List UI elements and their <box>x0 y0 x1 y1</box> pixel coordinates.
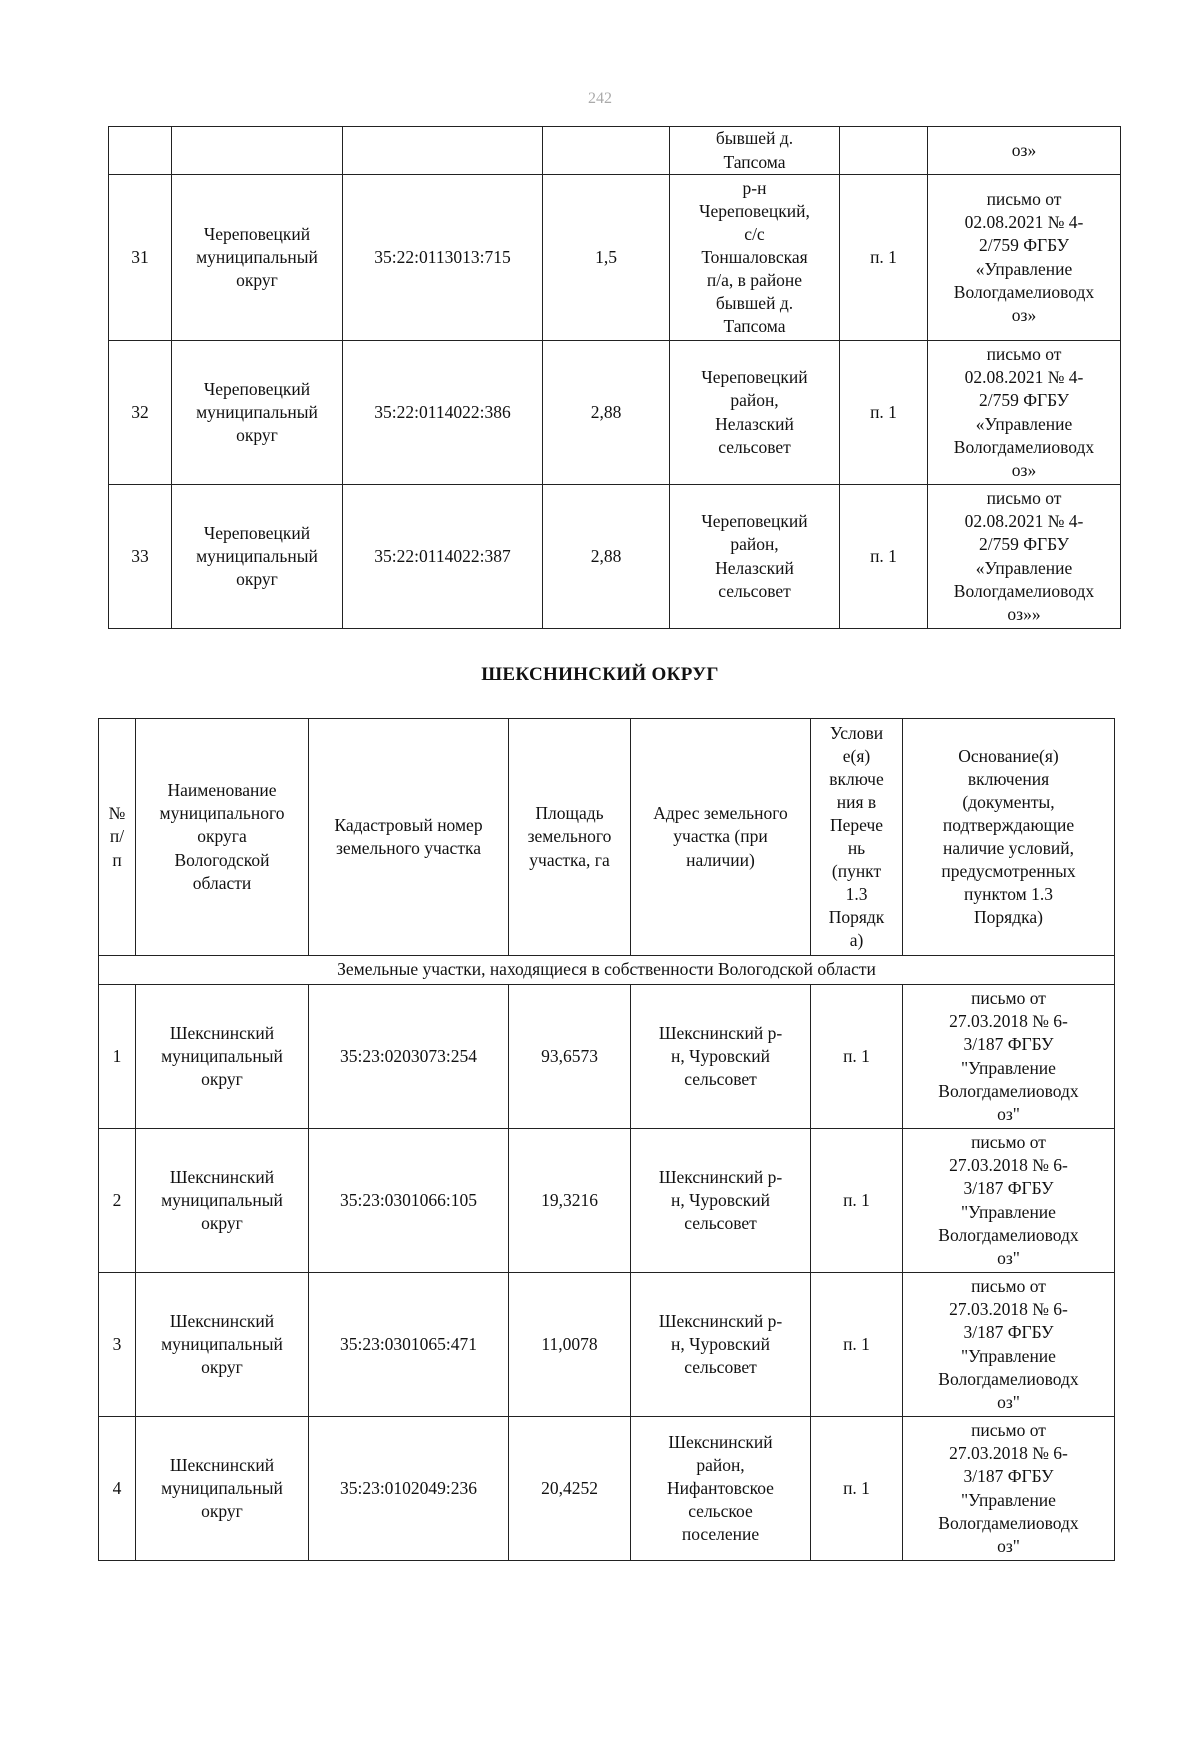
district-cell: Череповецкий муниципальный округ <box>172 485 343 629</box>
condition-cell: п. 1 <box>811 985 903 1129</box>
cadastral-cell: 35:22:0113013:715 <box>343 175 543 341</box>
cadastral-cell: 35:23:0102049:236 <box>309 1417 509 1561</box>
condition-cell <box>840 127 928 175</box>
section-row-label: Земельные участки, находящиеся в собственности Вологодской области <box>99 956 1115 985</box>
table-row <box>109 175 1121 341</box>
address-cell: Шекснинский район, Нифантовское сельское поселение <box>631 1417 811 1561</box>
district-cell: Шекснинский муниципальный округ <box>136 1273 309 1417</box>
area-cell: 2,88 <box>543 485 670 629</box>
address-cell: Череповецкий район, Нелазский сельсовет <box>670 485 840 629</box>
area-cell: 2,88 <box>543 341 670 485</box>
basis-cell: письмо от 02.08.2021 № 4- 2/759 ФГБУ «Управление Вологдамелиоводх оз»» <box>928 485 1121 629</box>
basis-cell: письмо от 27.03.2018 № 6- 3/187 ФГБУ "Управление Вологдамелиоводх оз" <box>903 985 1115 1129</box>
basis-cell: оз» <box>928 127 1121 175</box>
table-row <box>99 1129 1115 1273</box>
area-cell: 20,4252 <box>509 1417 631 1561</box>
condition-cell: п. 1 <box>840 485 928 629</box>
header-basis: Основание(я) включения (документы, подтверждающие наличие условий, предусмотренных пунктом 1.3 Порядка) <box>903 719 1115 956</box>
address-cell: р-н Череповецкий, с/с Тоншаловская п/а, в районе бывшей д. Тапсома <box>670 175 840 341</box>
table-section-row <box>99 956 1115 985</box>
cadastral-cell: 35:22:0114022:387 <box>343 485 543 629</box>
row-number: 3 <box>99 1273 136 1417</box>
table-header-row <box>99 719 1115 956</box>
address-cell: Череповецкий район, Нелазский сельсовет <box>670 341 840 485</box>
row-number: 4 <box>99 1417 136 1561</box>
section-title: ШЕКСНИНСКИЙ ОКРУГ <box>481 664 719 685</box>
cadastral-cell <box>343 127 543 175</box>
area-cell: 19,3216 <box>509 1129 631 1273</box>
header-number: № п/ п <box>99 719 136 956</box>
basis-cell: письмо от 02.08.2021 № 4- 2/759 ФГБУ «Управление Вологдамелиоводх оз» <box>928 175 1121 341</box>
table-row <box>99 1417 1115 1561</box>
table-row <box>109 341 1121 485</box>
area-cell: 11,0078 <box>509 1273 631 1417</box>
basis-cell: письмо от 27.03.2018 № 6- 3/187 ФГБУ "Управление Вологдамелиоводх оз" <box>903 1273 1115 1417</box>
cadastral-cell: 35:23:0301065:471 <box>309 1273 509 1417</box>
continued-land-table <box>108 126 1121 629</box>
area-cell <box>543 127 670 175</box>
condition-cell: п. 1 <box>811 1273 903 1417</box>
cadastral-cell: 35:22:0114022:386 <box>343 341 543 485</box>
area-cell: 93,6573 <box>509 985 631 1129</box>
row-number: 32 <box>109 341 172 485</box>
sheksna-land-table <box>98 718 1115 1561</box>
cadastral-cell: 35:23:0203073:254 <box>309 985 509 1129</box>
address-cell: Шекснинский р- н, Чуровский сельсовет <box>631 1129 811 1273</box>
condition-cell: п. 1 <box>840 341 928 485</box>
row-number: 2 <box>99 1129 136 1273</box>
table-row <box>109 127 1121 175</box>
condition-cell: п. 1 <box>811 1417 903 1561</box>
district-cell <box>172 127 343 175</box>
header-condition: Услови е(я) включе ния в Перече нь (пункт 1.3 Порядк а) <box>811 719 903 956</box>
header-cadastral: Кадастровый номер земельного участка <box>309 719 509 956</box>
cadastral-cell: 35:23:0301066:105 <box>309 1129 509 1273</box>
district-cell: Череповецкий муниципальный округ <box>172 341 343 485</box>
page-number: 242 <box>588 90 612 107</box>
table-row <box>99 985 1115 1129</box>
table-row <box>99 1273 1115 1417</box>
header-district: Наименование муниципального округа Вологодской области <box>136 719 309 956</box>
header-area: Площадь земельного участка, га <box>509 719 631 956</box>
condition-cell: п. 1 <box>840 175 928 341</box>
row-number: 31 <box>109 175 172 341</box>
district-cell: Шекснинский муниципальный округ <box>136 985 309 1129</box>
header-address: Адрес земельного участка (при наличии) <box>631 719 811 956</box>
basis-cell: письмо от 27.03.2018 № 6- 3/187 ФГБУ "Управление Вологдамелиоводх оз" <box>903 1417 1115 1561</box>
table-row <box>109 485 1121 629</box>
row-number: 1 <box>99 985 136 1129</box>
condition-cell: п. 1 <box>811 1129 903 1273</box>
row-number <box>109 127 172 175</box>
area-cell: 1,5 <box>543 175 670 341</box>
row-number: 33 <box>109 485 172 629</box>
basis-cell: письмо от 02.08.2021 № 4- 2/759 ФГБУ «Управление Вологдамелиоводх оз» <box>928 341 1121 485</box>
basis-cell: письмо от 27.03.2018 № 6- 3/187 ФГБУ "Управление Вологдамелиоводх оз" <box>903 1129 1115 1273</box>
district-cell: Шекснинский муниципальный округ <box>136 1417 309 1561</box>
address-cell: Шекснинский р- н, Чуровский сельсовет <box>631 985 811 1129</box>
address-cell: Шекснинский р- н, Чуровский сельсовет <box>631 1273 811 1417</box>
address-cell: бывшей д. Тапсома <box>670 127 840 175</box>
district-cell: Череповецкий муниципальный округ <box>172 175 343 341</box>
district-cell: Шекснинский муниципальный округ <box>136 1129 309 1273</box>
